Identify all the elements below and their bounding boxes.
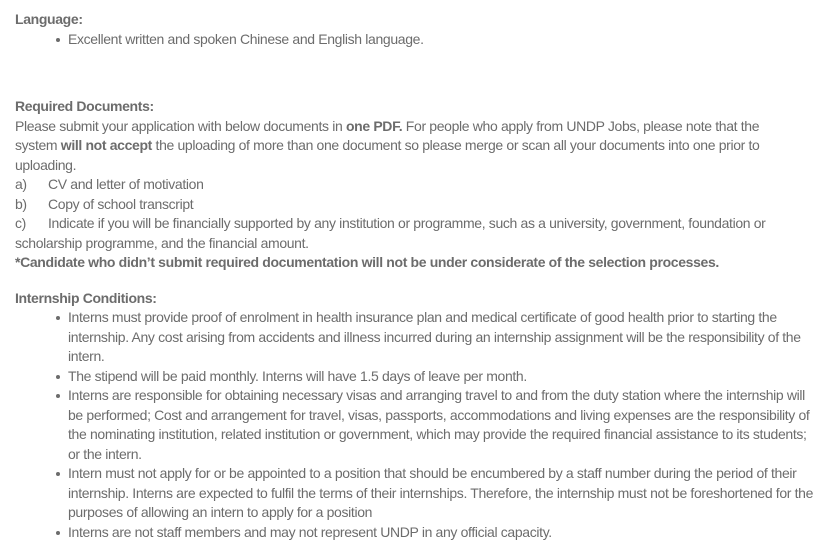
list-item: Intern must not apply for or be appointed to a position that should be encumbered by a staff number during the period of their internship. Interns are expected to fulfil the terms of their internships. Therefore, the internship must not be foreshortened for the purposes of allowing an intern to apply for a position [55,464,815,523]
lettered-item-b [15,195,777,215]
intro-text: Please submit your application with below documents in [15,117,346,134]
internship-conditions-heading: Internship Conditions: [15,289,157,306]
list-item: Interns are responsible for obtaining necessary visas and arranging travel to and from the duty station where the internship will be performed; Cost and arrangement for travel, visas, passports, accommodations and living expenses are the responsibility of the nominating institution, related institution or government, which may provide the required financial assistance to its students; or the intern. [55,386,815,464]
internship-conditions-bullet-list [15,308,815,542]
intro-text: the uploading of more than one document so please merge or scan all your documents into one prior to uploading. [15,137,760,173]
item-text: Copy of school transcript [48,195,194,212]
item-text: Indicate if you will be financially supported by any institution or programme, such as a university, government, foundation or scholarship programme, and the financial amount. [15,215,766,251]
required-documents-intro [15,117,767,176]
item-marker: a) [15,176,27,192]
intro-bold-one-pdf: one PDF. [345,117,403,134]
lettered-item-a [15,175,777,195]
section-language [15,10,815,49]
intro-text: For people who apply from UNDP Jobs, please note that the system [15,117,760,153]
required-documents-heading: Required Documents: [15,98,154,114]
language-bullet-list [15,30,815,50]
lettered-item-c [15,214,777,253]
list-item: Interns are not staff members and may not represent UNDP in any official capacity. [55,523,815,543]
language-heading: Language: [15,11,83,27]
intro-bold-will-not-accept: will not accept [60,137,152,153]
item-marker: c) [15,215,26,231]
required-documents-note: *Candidate who didn’t submit required documentation will not be under considerate of the selection processes. [15,254,719,270]
item-marker: b) [15,195,27,212]
list-item: The stipend will be paid monthly. Interns will have 1.5 days of leave per month. [55,367,815,387]
item-text: CV and letter of motivation [48,176,204,192]
section-required-documents [15,97,815,273]
list-item: Interns must provide proof of enrolment in health insurance plan and medical certificate of good health prior to starting the internship. Any cost arising from accidents and illness incurred during an internship assignment will be the responsibility of the intern. [55,308,815,367]
list-item: Excellent written and spoken Chinese and English language. [55,30,815,50]
section-internship-conditions [15,289,815,543]
